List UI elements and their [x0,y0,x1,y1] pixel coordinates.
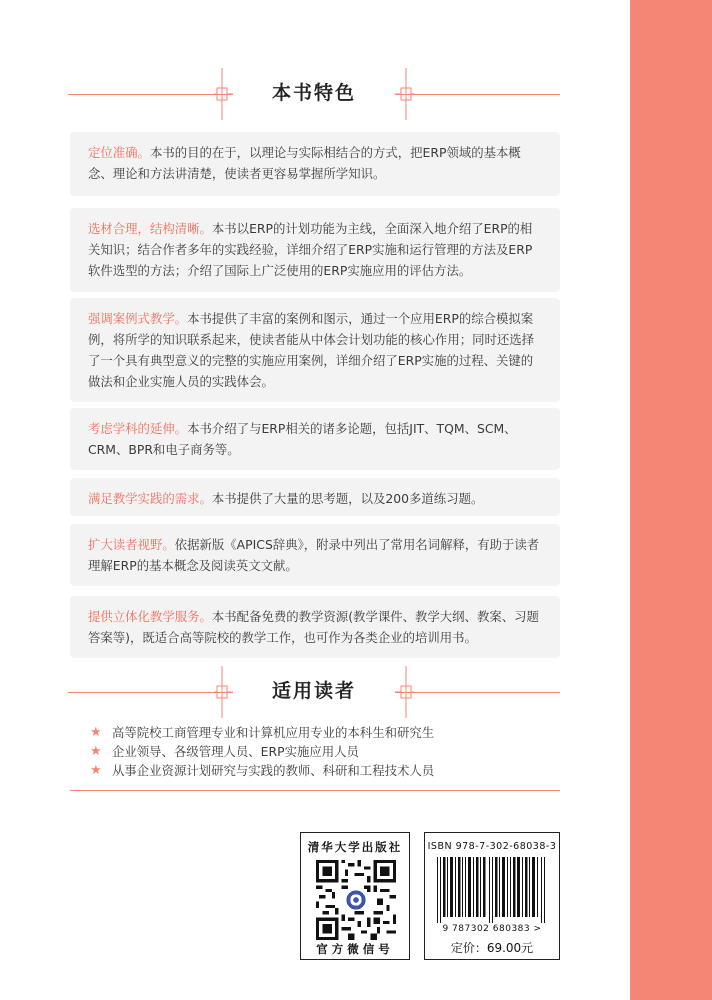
list-item [90,723,560,742]
qr-caption: 官方微信号 [316,942,394,956]
barcode-number: 9 787302 680383 > [442,924,542,934]
ornament-left-icon [211,64,233,124]
feature-text: 本书的目的在于，以理论与实际相结合的方式，把ERP领域的基本概念、理论和方法讲清楚，使读者更容易掌握所学知识。 [88,145,521,181]
publisher-name: 清华大学出版社 [307,840,403,854]
isbn-box [424,832,560,960]
list-item [90,761,560,780]
feature-text: 本书提供了大量的思考题，以及200多道练习题。 [211,491,484,506]
readers-list [90,723,560,780]
ornament-left-icon [211,662,233,722]
feature-card-practice [70,478,560,516]
feature-highlight: 扩大读者视野。 [88,537,175,552]
star-icon: ★ [90,725,102,740]
feature-text: 本书以ERP的计划功能为主线，全面深入地介绍了ERP的相关知识；结合作者多年的实践经验，详细介绍了ERP实施和运行管理的方法及ERP软件选型的方法；介绍了国际上广泛使用的ERP实施应用的评估方法。 [88,221,533,278]
feature-highlight: 选材合理，结构清晰。 [88,221,212,236]
qr-code-icon [316,860,396,940]
qr-code-box [300,832,410,960]
list-item [90,742,560,761]
features-title: 本书特色 [271,82,356,104]
reader-text: 从事企业资源计划研究与实践的教师、科研和工程技术人员 [112,763,435,778]
feature-highlight: 提供立体化教学服务。 [88,609,212,624]
feature-text: 本书介绍了与ERP相关的诸多论题，包括JIT、TQM、SCM、CRM、BPR和电子商务等。 [88,421,517,457]
features-header [68,64,560,124]
feature-card-positioning [70,132,560,196]
feature-highlight: 定位准确。 [88,145,150,160]
star-icon: ★ [90,744,102,759]
feature-card-vision [70,524,560,586]
feature-highlight: 满足教学实践的需求。 [88,491,212,506]
right-color-band [630,0,712,1000]
header-line-left [68,692,233,693]
readers-title: 适用读者 [271,680,356,702]
feature-card-extension [70,408,560,470]
readers-divider [70,790,560,791]
feature-card-cases [70,298,560,402]
header-line-right [395,94,560,95]
readers-header [68,662,560,722]
isbn-number: ISBN 978-7-302-68038-3 [427,841,557,852]
barcode-icon [435,857,551,923]
reader-text: 高等院校工商管理专业和计算机应用专业的本科生和研究生 [112,725,435,740]
star-icon: ★ [90,763,102,778]
header-line-left [68,94,233,95]
feature-highlight: 强调案例式教学。 [88,311,188,326]
feature-card-service [70,596,560,658]
feature-text: 依据新版《APICS辞典》，附录中列出了常用名词解释，有助于读者理解ERP的基本概念及阅读英文文献。 [88,537,540,573]
feature-text: 本书配备免费的教学资源(教学课件、教学大纲、教案、习题答案等)，既适合高等院校的教学工作，也可作为各类企业的培训用书。 [88,609,539,645]
reader-text: 企业领导、各级管理人员、ERP实施应用人员 [112,744,359,759]
feature-text: 本书提供了丰富的案例和图示，通过一个应用ERP的综合模拟案例，将所学的知识联系起来，使读者能从中体会计划功能的核心作用；同时还选择了一个具有典型意义的完整的实施应用案例，详细介绍了ERP实施的过程、关键的做法和企业实施人员的实践体会。 [88,311,535,389]
feature-highlight: 考虑学科的延伸。 [88,421,188,436]
header-line-right [395,692,560,693]
feature-card-structure [70,208,560,292]
price-label: 定价：69.00元 [450,941,534,955]
